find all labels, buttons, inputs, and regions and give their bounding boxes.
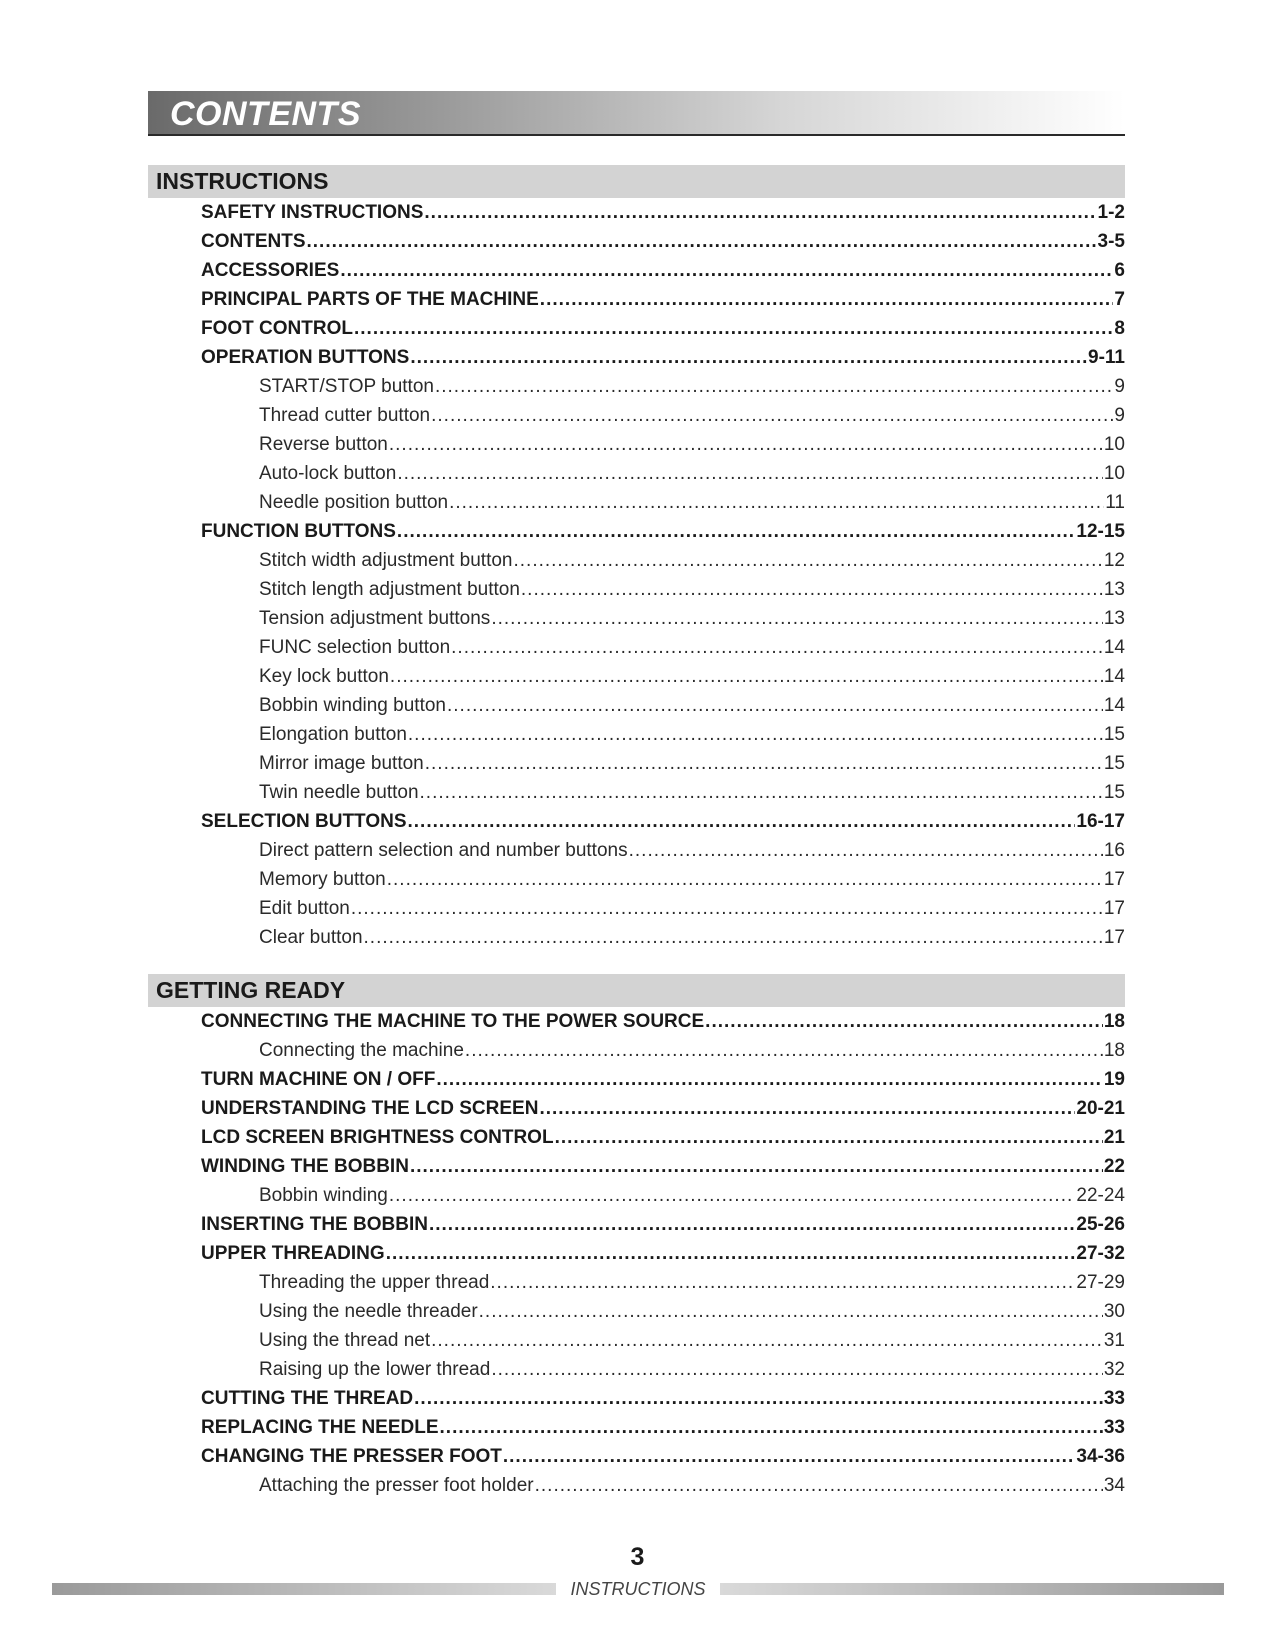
toc-entry-page: 34 xyxy=(1103,1475,1125,1496)
toc-entry xyxy=(148,1442,1125,1471)
toc-entry-page: 1-2 xyxy=(1097,202,1125,223)
toc-entry-label: Bobbin winding button xyxy=(259,695,446,716)
toc-subentry xyxy=(148,865,1125,894)
toc-entry-label: Elongation button xyxy=(259,724,407,745)
toc-entry-page: 25-26 xyxy=(1076,1214,1125,1235)
toc-entry xyxy=(148,227,1125,256)
toc-entry-page: 18 xyxy=(1103,1040,1125,1061)
toc-entry-label: FUNC selection button xyxy=(259,637,451,658)
dot-leader xyxy=(390,662,1103,691)
toc-entry-label: Attaching the presser foot holder xyxy=(259,1475,534,1496)
toc-subentry xyxy=(148,633,1125,662)
toc-entry-page: 31 xyxy=(1103,1330,1125,1351)
toc-entry-label: CHANGING THE PRESSER FOOT xyxy=(201,1446,502,1467)
toc-entry-label: FUNCTION BUTTONS xyxy=(201,521,396,542)
toc-entry-page: 33 xyxy=(1103,1388,1125,1409)
toc-entry-label: INSERTING THE BOBBIN xyxy=(201,1214,428,1235)
toc-subentry xyxy=(148,691,1125,720)
toc-entry xyxy=(148,314,1125,343)
toc-entry-label: Using the needle threader xyxy=(259,1301,478,1322)
toc-entry-page: 32 xyxy=(1103,1359,1125,1380)
toc-entry-page: 8 xyxy=(1114,318,1125,339)
toc-subentry xyxy=(148,459,1125,488)
dot-leader xyxy=(451,633,1103,662)
toc-entry-page: 13 xyxy=(1103,608,1125,629)
dot-leader xyxy=(408,807,1076,836)
toc-subentry xyxy=(148,372,1125,401)
toc-entry-label: Twin needle button xyxy=(259,782,419,803)
toc-entry-page: 10 xyxy=(1103,463,1125,484)
toc-entry-label: CONTENTS xyxy=(201,231,306,252)
toc-entry-page: 12 xyxy=(1103,550,1125,571)
dot-leader xyxy=(479,1297,1103,1326)
dot-leader xyxy=(364,923,1103,952)
toc-entry-page: 27-32 xyxy=(1076,1243,1125,1264)
toc-entry-label: Thread cutter button xyxy=(259,405,431,426)
toc-entry-label: SELECTION BUTTONS xyxy=(201,811,407,832)
toc-entry-label: WINDING THE BOBBIN xyxy=(201,1156,409,1177)
toc-entry-label: LCD SCREEN BRIGHTNESS CONTROL xyxy=(201,1127,554,1148)
toc-entry-label: UPPER THREADING xyxy=(201,1243,385,1264)
dot-leader xyxy=(539,1094,1075,1123)
toc-entry-label: Reverse button xyxy=(259,434,388,455)
toc-subentry xyxy=(148,1181,1125,1210)
dot-leader xyxy=(386,1239,1076,1268)
toc-entry xyxy=(148,1210,1125,1239)
toc-entry-page: 19 xyxy=(1103,1069,1125,1090)
toc-subentry xyxy=(148,604,1125,633)
toc-entry-page: 17 xyxy=(1103,927,1125,948)
dot-leader xyxy=(431,1326,1103,1355)
dot-leader xyxy=(354,314,1113,343)
toc-subentry xyxy=(148,923,1125,952)
toc-entry-page: 15 xyxy=(1103,782,1125,803)
dot-leader xyxy=(435,372,1113,401)
toc-entry-label: Edit button xyxy=(259,898,350,919)
page-number: 3 xyxy=(630,1543,645,1571)
dot-leader xyxy=(436,1065,1103,1094)
toc-entry-label: Using the thread net xyxy=(259,1330,431,1351)
toc-entry-page: 14 xyxy=(1103,637,1125,658)
toc-entry xyxy=(148,1123,1125,1152)
toc-entry-label: Tension adjustment buttons xyxy=(259,608,491,629)
contents-title-bar xyxy=(148,91,1125,136)
toc-subentry xyxy=(148,1297,1125,1326)
dot-leader xyxy=(535,1471,1103,1500)
toc-entry-label: Direct pattern selection and number buttons xyxy=(259,840,628,861)
toc-subentry xyxy=(148,1471,1125,1500)
toc-subentry xyxy=(148,1326,1125,1355)
toc-entry xyxy=(148,517,1125,546)
toc-entry xyxy=(148,285,1125,314)
dot-leader xyxy=(513,546,1102,575)
dot-leader xyxy=(387,865,1103,894)
toc-entry-page: 15 xyxy=(1103,724,1125,745)
toc-entry-label: ACCESSORIES xyxy=(201,260,340,281)
dot-leader xyxy=(491,604,1103,633)
toc-entry-label: Auto-lock button xyxy=(259,463,397,484)
toc-entry-label: UNDERSTANDING THE LCD SCREEN xyxy=(201,1098,539,1119)
toc-subentry xyxy=(148,662,1125,691)
toc-entry xyxy=(148,807,1125,836)
toc-entry-label: PRINCIPAL PARTS OF THE MACHINE xyxy=(201,289,539,310)
toc-entry-label: Mirror image button xyxy=(259,753,424,774)
toc-entry-page: 17 xyxy=(1103,869,1125,890)
toc-list xyxy=(148,198,1125,952)
section-instructions xyxy=(148,165,1125,952)
toc-entry-label: Stitch width adjustment button xyxy=(259,550,513,571)
toc-entry-page: 34-36 xyxy=(1076,1446,1125,1467)
dot-leader xyxy=(540,285,1114,314)
footer-label: INSTRUCTIONS xyxy=(556,1579,720,1599)
toc-subentry xyxy=(148,575,1125,604)
toc-subentry xyxy=(148,488,1125,517)
toc-entry-label: OPERATION BUTTONS xyxy=(201,347,410,368)
toc-entry-page: 22 xyxy=(1103,1156,1125,1177)
toc-entry-page: 14 xyxy=(1103,695,1125,716)
toc-subentry xyxy=(148,778,1125,807)
toc-entry-page: 11 xyxy=(1105,492,1125,513)
toc-entry-page: 6 xyxy=(1114,260,1125,281)
dot-leader xyxy=(397,459,1103,488)
toc-entry-page: 10 xyxy=(1103,434,1125,455)
toc-entry-page: 20-21 xyxy=(1076,1098,1125,1119)
dot-leader xyxy=(410,1152,1103,1181)
dot-leader xyxy=(389,1181,1076,1210)
toc-subentry xyxy=(148,1036,1125,1065)
toc-entry-label: Needle position button xyxy=(259,492,449,513)
toc-subentry xyxy=(148,430,1125,459)
toc-entry-label: Bobbin winding xyxy=(259,1185,388,1206)
toc-subentry xyxy=(148,546,1125,575)
toc-entry-page: 9 xyxy=(1114,405,1125,426)
dot-leader xyxy=(555,1123,1103,1152)
dot-leader xyxy=(424,198,1096,227)
toc-entry-label: Connecting the machine xyxy=(259,1040,464,1061)
toc-entry xyxy=(148,198,1125,227)
toc-subentry xyxy=(148,720,1125,749)
toc-entry-label: Key lock button xyxy=(259,666,389,687)
toc-entry xyxy=(148,1065,1125,1094)
toc-entry-label: REPLACING THE NEEDLE xyxy=(201,1417,439,1438)
dot-leader xyxy=(503,1442,1076,1471)
toc-entry-page: 27-29 xyxy=(1076,1272,1125,1293)
toc-entry xyxy=(148,256,1125,285)
dot-leader xyxy=(440,1413,1103,1442)
dot-leader xyxy=(491,1355,1103,1384)
toc-entry-page: 30 xyxy=(1103,1301,1125,1322)
section-heading: INSTRUCTIONS xyxy=(148,165,1125,198)
section-getting-ready xyxy=(148,974,1125,1500)
page-title: CONTENTS xyxy=(170,95,361,133)
dot-leader xyxy=(447,691,1103,720)
toc-entry-page: 21 xyxy=(1103,1127,1125,1148)
toc-subentry xyxy=(148,894,1125,923)
dot-leader xyxy=(410,343,1087,372)
toc-entry xyxy=(148,1094,1125,1123)
toc-entry-page: 13 xyxy=(1103,579,1125,600)
toc-subentry xyxy=(148,1355,1125,1384)
toc-entry-page: 33 xyxy=(1103,1417,1125,1438)
toc-entry-page: 3-5 xyxy=(1097,231,1125,252)
dot-leader xyxy=(351,894,1103,923)
dot-leader xyxy=(705,1007,1103,1036)
toc-entry-page: 7 xyxy=(1114,289,1125,310)
toc-entry-label: Raising up the lower thread xyxy=(259,1359,491,1380)
dot-leader xyxy=(397,517,1075,546)
dot-leader xyxy=(629,836,1103,865)
dot-leader xyxy=(465,1036,1103,1065)
toc-entry-page: 18 xyxy=(1103,1011,1125,1032)
toc-entry xyxy=(148,1239,1125,1268)
toc-entry-page: 9-11 xyxy=(1088,347,1125,368)
dot-leader xyxy=(340,256,1113,285)
toc-entry-label: Memory button xyxy=(259,869,386,890)
toc-entry xyxy=(148,1384,1125,1413)
toc-entry-page: 16 xyxy=(1103,840,1125,861)
toc-list xyxy=(148,1007,1125,1500)
toc-subentry xyxy=(148,836,1125,865)
dot-leader xyxy=(425,749,1103,778)
dot-leader xyxy=(389,430,1103,459)
toc-entry-label: CONNECTING THE MACHINE TO THE POWER SOURCE xyxy=(201,1011,705,1032)
toc-entry-page: 17 xyxy=(1103,898,1125,919)
toc-subentry xyxy=(148,1268,1125,1297)
toc-entry-page: 9 xyxy=(1114,376,1125,397)
toc-entry-label: FOOT CONTROL xyxy=(201,318,353,339)
toc-entry-label: Stitch length adjustment button xyxy=(259,579,520,600)
toc-entry xyxy=(148,343,1125,372)
toc-entry xyxy=(148,1152,1125,1181)
dot-leader xyxy=(307,227,1097,256)
dot-leader xyxy=(490,1268,1075,1297)
section-heading: GETTING READY xyxy=(148,974,1125,1007)
dot-leader xyxy=(420,778,1103,807)
dot-leader xyxy=(449,488,1104,517)
dot-leader xyxy=(521,575,1103,604)
toc-entry-page: 16-17 xyxy=(1076,811,1125,832)
toc-entry-label: Clear button xyxy=(259,927,363,948)
toc-subentry xyxy=(148,401,1125,430)
toc-entry-label: SAFETY INSTRUCTIONS xyxy=(201,202,424,223)
toc-entry xyxy=(148,1007,1125,1036)
toc-entry-label: START/STOP button xyxy=(259,376,434,397)
toc-entry-page: 22-24 xyxy=(1076,1185,1125,1206)
toc-entry-label: Threading the upper thread xyxy=(259,1272,490,1293)
toc-entry-page: 15 xyxy=(1103,753,1125,774)
toc-entry-label: TURN MACHINE ON / OFF xyxy=(201,1069,436,1090)
dot-leader xyxy=(431,401,1113,430)
toc-subentry xyxy=(148,749,1125,778)
toc-entry-label: CUTTING THE THREAD xyxy=(201,1388,414,1409)
dot-leader xyxy=(408,720,1103,749)
toc-entry-page: 12-15 xyxy=(1076,521,1125,542)
toc-entry-page: 14 xyxy=(1103,666,1125,687)
dot-leader xyxy=(414,1384,1103,1413)
toc-entry xyxy=(148,1413,1125,1442)
dot-leader xyxy=(429,1210,1075,1239)
